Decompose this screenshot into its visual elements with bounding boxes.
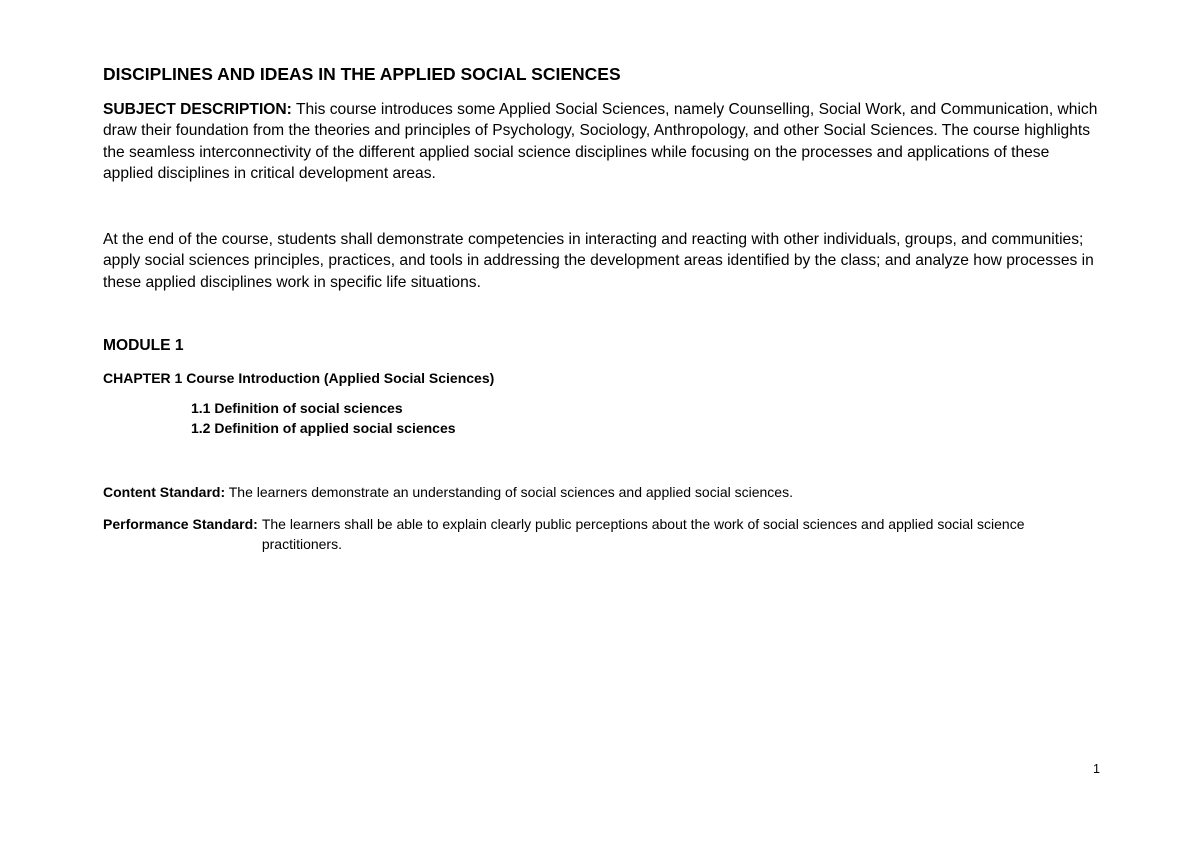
module-heading: MODULE 1	[103, 337, 184, 354]
chapter-heading: CHAPTER 1 Course Introduction (Applied Social Sciences)	[103, 370, 495, 386]
performance-standard	[103, 514, 1103, 554]
content-standard-text: The learners demonstrate an understanding of social sciences and applied social sciences.	[225, 484, 793, 500]
course-outcome-paragraph: At the end of the course, students shall demonstrate competencies in interacting and reacting with other individuals, groups, and communities; apply social sciences principles, practices, and tools in addressing the development areas identified by the class; and analyze how processes in these applied disciplines work in specific life situations.	[103, 231, 1094, 291]
page-number: 1	[1093, 762, 1100, 776]
subject-description-label: SUBJECT DESCRIPTION:	[103, 101, 292, 118]
topic-item: 1.2 Definition of applied social sciences	[191, 420, 456, 436]
content-standard	[103, 482, 1103, 502]
performance-standard-label: Performance Standard:	[103, 516, 258, 532]
document-title: DISCIPLINES AND IDEAS IN THE APPLIED SOCIAL SCIENCES	[103, 64, 621, 84]
performance-standard-text: The learners shall be able to explain clearly public perceptions about the work of social sciences and applied social science practitioners.	[261, 516, 1025, 552]
content-standard-label: Content Standard:	[103, 484, 226, 500]
topic-item: 1.1 Definition of social sciences	[191, 400, 403, 416]
subject-description-text: This course introduces some Applied Social Sciences, namely Counselling, Social Work, and Communication, which draw their foundation from the theories and principles of Psychology, Sociology, Anthropology, and other Social Sciences. The course highlights the seamless interconnectivity of the different applied social science disciplines while focusing on the processes and applications of these applied disciplines in critical development areas.	[103, 101, 1098, 182]
subject-description	[103, 99, 1103, 184]
